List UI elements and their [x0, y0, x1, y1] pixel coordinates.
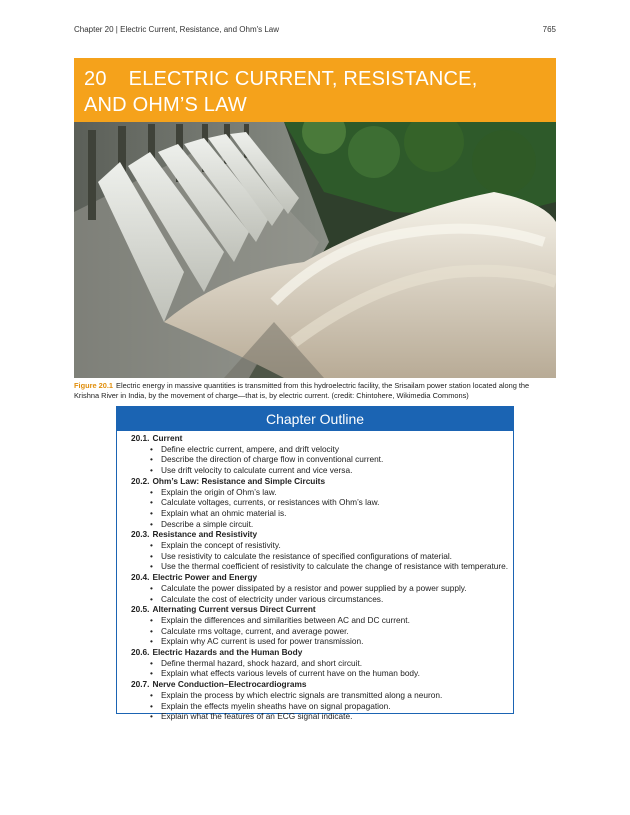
- outline-bullet-item: [150, 668, 513, 679]
- bullet-icon: •: [150, 625, 153, 636]
- outline-bullet-text: Calculate the cost of electricity under various circumstances.: [161, 593, 384, 604]
- outline-bullet-item: [150, 487, 513, 498]
- outline-bullet-item: [150, 444, 513, 455]
- page-number: 765: [542, 25, 556, 34]
- bullet-icon: •: [150, 614, 153, 625]
- figure-caption: [74, 381, 556, 401]
- outline-bullet-text: Define electric current, ampere, and drift velocity: [161, 443, 339, 454]
- outline-bullet-text: Describe a simple circuit.: [161, 518, 254, 529]
- outline-bullet-item: [150, 626, 513, 637]
- chapter-title-line-2: AND OHM’S LAW: [84, 94, 247, 116]
- outline-bullet-item: [150, 551, 513, 562]
- bullet-icon: •: [150, 497, 153, 508]
- outline-bullet-item: [150, 508, 513, 519]
- outline-bullet-list: [131, 487, 513, 530]
- bullet-icon: •: [150, 657, 153, 668]
- bullet-icon: •: [150, 550, 153, 561]
- outline-bullet-item: [150, 658, 513, 669]
- outline-section-number: 20.2.: [131, 475, 150, 486]
- outline-bullet-text: Explain why AC current is used for power transmission.: [161, 636, 364, 647]
- bullet-icon: •: [150, 711, 153, 722]
- bullet-icon: •: [150, 593, 153, 604]
- bullet-icon: •: [150, 486, 153, 497]
- outline-bullet-item: [150, 465, 513, 476]
- chapter-title-banner: [74, 58, 556, 122]
- outline-section-title: [131, 529, 513, 540]
- outline-bullet-item: [150, 561, 513, 572]
- outline-bullet-item: [150, 454, 513, 465]
- outline-bullet-text: Explain what the features of an ECG signal indicate.: [161, 711, 353, 722]
- chapter-title-text-1: ELECTRIC CURRENT, RESISTANCE,: [128, 68, 478, 90]
- outline-section-title: [131, 572, 513, 583]
- outline-section-name: Ohm’s Law: Resistance and Simple Circuits: [152, 475, 326, 486]
- hydroelectric-dam-photo: [74, 122, 556, 378]
- outline-bullet-text: Calculate the power dissipated by a resistor and power supplied by a power supply.: [161, 582, 467, 593]
- figure-label: Figure 20.1: [74, 381, 114, 390]
- outline-bullet-item: [150, 711, 513, 722]
- outline-section-title: [131, 433, 513, 444]
- outline-bullet-text: Use resistivity to calculate the resistance of specified configurations of material.: [161, 550, 452, 561]
- outline-section-title: [131, 647, 513, 658]
- chapter-outline-list: [117, 431, 513, 722]
- bullet-icon: •: [150, 518, 153, 529]
- bullet-icon: •: [150, 668, 153, 679]
- outline-section-name: Resistance and Resistivity: [152, 529, 258, 540]
- outline-bullet-text: Explain the origin of Ohm’s law.: [161, 486, 277, 497]
- bullet-icon: •: [150, 465, 153, 476]
- outline-bullet-item: [150, 583, 513, 594]
- outline-bullet-text: Explain what an ohmic material is.: [161, 507, 287, 518]
- outline-section-name: Electric Hazards and the Human Body: [152, 647, 303, 658]
- running-title: Chapter 20 | Electric Current, Resistance, and Ohm's Law: [74, 25, 280, 34]
- outline-section-title: [131, 604, 513, 615]
- outline-section-name: Nerve Conduction–Electrocardiograms: [152, 679, 307, 690]
- outline-bullet-text: Calculate voltages, currents, or resistances with Ohm’s law.: [161, 497, 380, 508]
- outline-section-number: 20.7.: [131, 679, 150, 690]
- outline-section-number: 20.6.: [131, 647, 150, 658]
- outline-bullet-item: [150, 519, 513, 530]
- chapter-outline-title: Chapter Outline: [117, 407, 513, 431]
- outline-section-number: 20.1.: [131, 433, 150, 443]
- outline-section-name: Alternating Current versus Direct Current: [152, 604, 316, 615]
- outline-bullet-text: Calculate rms voltage, current, and average power.: [161, 625, 349, 636]
- dam-illustration: [74, 122, 556, 378]
- chapter-outline-box: [116, 406, 514, 722]
- bullet-icon: •: [150, 582, 153, 593]
- outline-bullet-list: [131, 690, 513, 722]
- outline-bullet-text: Describe the direction of charge flow in conventional current.: [161, 454, 384, 465]
- bullet-icon: •: [150, 540, 153, 551]
- outline-section-name: Electric Power and Energy: [152, 572, 258, 583]
- outline-bullet-text: Explain the concept of resistivity.: [161, 540, 281, 551]
- outline-section-title: [131, 476, 513, 487]
- outline-section-title: [131, 679, 513, 690]
- bullet-icon: •: [150, 454, 153, 465]
- outline-bullet-item: [150, 615, 513, 626]
- chapter-number: 20: [84, 68, 107, 90]
- bullet-icon: •: [150, 443, 153, 454]
- outline-bullet-list: [131, 444, 513, 476]
- outline-bullet-text: Explain the effects myelin sheaths have on signal propagation.: [161, 700, 391, 711]
- outline-bullet-list: [131, 658, 513, 679]
- outline-bullet-text: Use drift velocity to calculate current and vice versa.: [161, 465, 353, 476]
- outline-bullet-item: [150, 594, 513, 605]
- outline-bullet-item: [150, 701, 513, 712]
- bullet-icon: •: [150, 636, 153, 647]
- figure-caption-text: Electric energy in massive quantities is transmitted from this hydroelectric facility, the Srisailam power station located along the Krishna River in India, by the movement of charge—that is, by electric current. (credit: Chintohere, Wikimedia Commons): [74, 381, 530, 400]
- outline-bullet-item: [150, 690, 513, 701]
- outline-section-number: 20.4.: [131, 572, 150, 583]
- bullet-icon: •: [150, 561, 153, 572]
- outline-section-name: Current: [152, 433, 183, 443]
- outline-bullet-text: Explain what effects various levels of current have on the human body.: [161, 668, 420, 679]
- outline-bullet-text: Use the thermal coefficient of resistivity to calculate the change of resistance with temperature.: [161, 561, 509, 572]
- outline-bullet-list: [131, 540, 513, 572]
- bullet-icon: •: [150, 507, 153, 518]
- outline-bullet-list: [131, 615, 513, 647]
- bullet-icon: •: [150, 689, 153, 700]
- outline-bullet-text: Explain the process by which electric signals are transmitted along a neuron.: [161, 689, 443, 700]
- outline-bullet-item: [150, 540, 513, 551]
- outline-bullet-text: Define thermal hazard, shock hazard, and short circuit.: [161, 657, 363, 668]
- chapter-title-line-1: [84, 66, 546, 92]
- outline-section-number: 20.5.: [131, 604, 150, 615]
- outline-bullet-text: Explain the differences and similarities between AC and DC current.: [161, 614, 410, 625]
- outline-bullet-list: [131, 583, 513, 604]
- outline-section-number: 20.3.: [131, 529, 150, 540]
- outline-bullet-item: [150, 497, 513, 508]
- running-header: [74, 25, 556, 34]
- bullet-icon: •: [150, 700, 153, 711]
- outline-bullet-item: [150, 636, 513, 647]
